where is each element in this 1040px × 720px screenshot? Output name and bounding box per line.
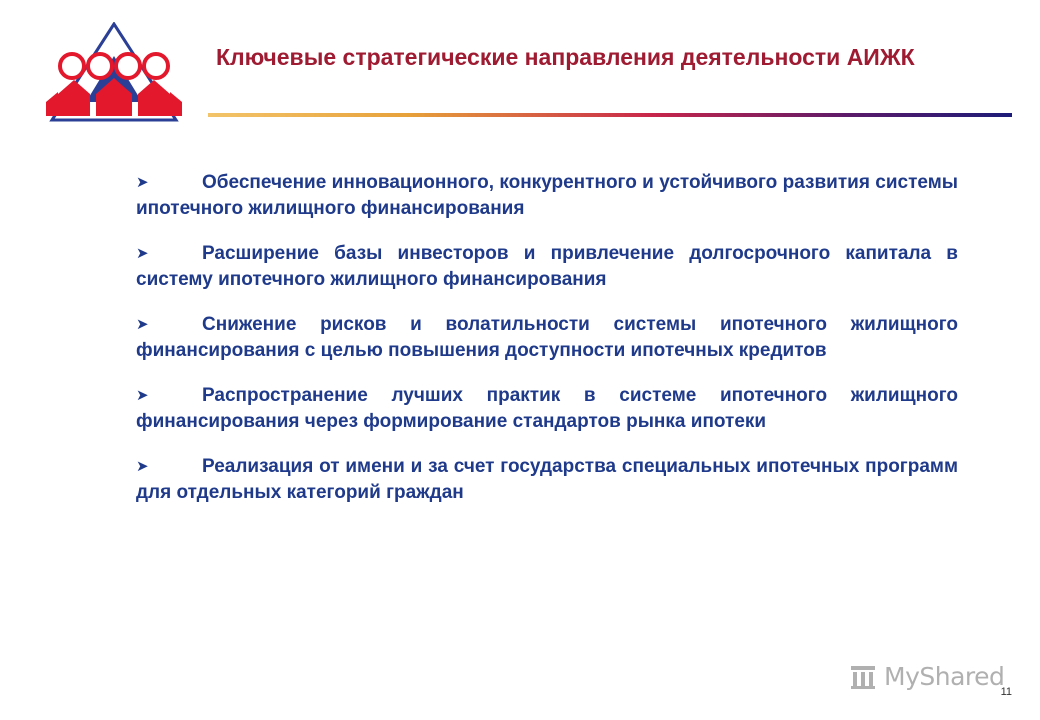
bullet-list [136,170,958,525]
myshared-watermark [848,656,1008,696]
title-underline [208,113,1012,117]
slide-title: Ключевые стратегические направления деятельности АИЖК [216,44,915,70]
list-item [136,383,958,435]
arrowhead-bullet-icon: ➤ [136,458,149,475]
bullet-text: Распространение лучших практик в системе ипотечного жилищного финансирования через формирование стандартов рынка ипотеки [136,385,958,432]
list-item [136,454,958,506]
bullet-text: Расширение базы инвесторов и привлечение долгосрочного капитала в систему ипотечного жилищного финансирования [136,243,958,290]
myshared-logo-icon [848,661,878,691]
arrowhead-bullet-icon: ➤ [136,174,149,191]
bullet-text: Обеспечение инновационного, конкурентного и устойчивого развития системы ипотечного жилищного финансирования [136,172,958,219]
list-item [136,170,958,222]
list-item [136,241,958,293]
bullet-text: Реализация от имени и за счет государства специальных ипотечных программ для отдельных категорий граждан [136,456,958,503]
list-item [136,312,958,364]
aizhk-logo-icon [44,22,184,122]
bullet-text: Снижение рисков и волатильности системы ипотечного жилищного финансирования с целью повышения доступности ипотечных кредитов [136,314,958,361]
arrowhead-bullet-icon: ➤ [136,245,149,262]
page-number: 11 [1000,686,1012,698]
arrowhead-bullet-icon: ➤ [136,316,149,333]
arrowhead-bullet-icon: ➤ [136,387,149,404]
watermark-text: MyShared [884,661,1005,691]
